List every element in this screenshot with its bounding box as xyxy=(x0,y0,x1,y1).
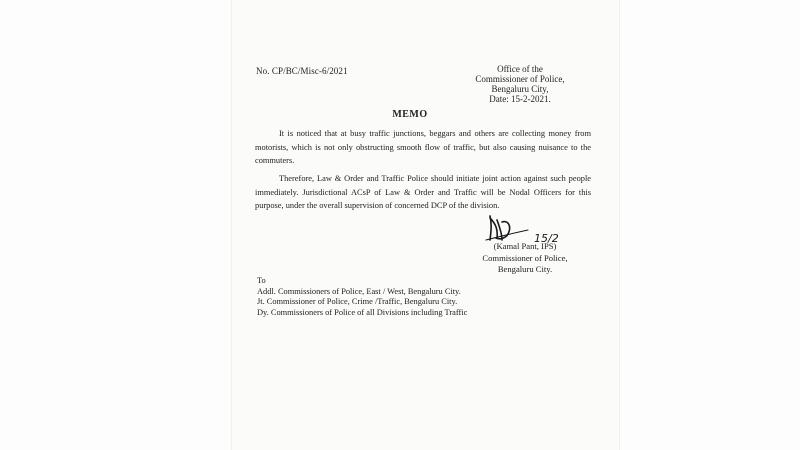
office-line: Bengaluru City, xyxy=(491,84,549,94)
recipients-block xyxy=(257,276,467,318)
recipient-item: Dy. Commissioners of Police of all Divisions including Traffic xyxy=(257,307,468,317)
reference-number: No. CP/BC/Misc-6/2021 xyxy=(256,66,348,76)
office-line: Office of the xyxy=(497,64,543,74)
signatory-city: Bengaluru City. xyxy=(497,264,553,274)
signatory-designation: Commissioner of Police, xyxy=(482,252,568,263)
office-line: Commissioner of Police, xyxy=(475,74,565,84)
recipient-item: Addl. Commissioners of Police, East / West, Bengaluru City. xyxy=(257,286,461,296)
memo-date: Date: 15-2-2021. xyxy=(489,94,551,104)
office-header xyxy=(470,64,570,104)
memo-title: MEMO xyxy=(392,109,428,120)
to-label: To xyxy=(257,276,266,285)
memo-paragraph-2: Therefore, Law & Order and Traffic Police should initiate joint action against such people immediately. Jurisdictional ACsP of Law & Order and Traffic will be Nodal Officers for this purpose, under the overall supervision of concerned DCP of the division. xyxy=(255,174,591,210)
memo-paragraph-1: It is noticed that at busy traffic junctions, beggars and others are collecting money from motorists, which is not only obstructing smooth flow of traffic, but also causing nuisance to the commuters. xyxy=(255,129,591,165)
paper-edge-right xyxy=(619,0,620,450)
signatory-name: (Kamal Pant, IPS) xyxy=(493,241,557,251)
signatory-block xyxy=(470,241,580,276)
recipient-item: Jt. Commissioner of Police, Crime /Traffic, Bengaluru City. xyxy=(257,297,458,306)
signature-date: 15/2 xyxy=(534,232,559,245)
paper-edge-left xyxy=(231,0,232,450)
